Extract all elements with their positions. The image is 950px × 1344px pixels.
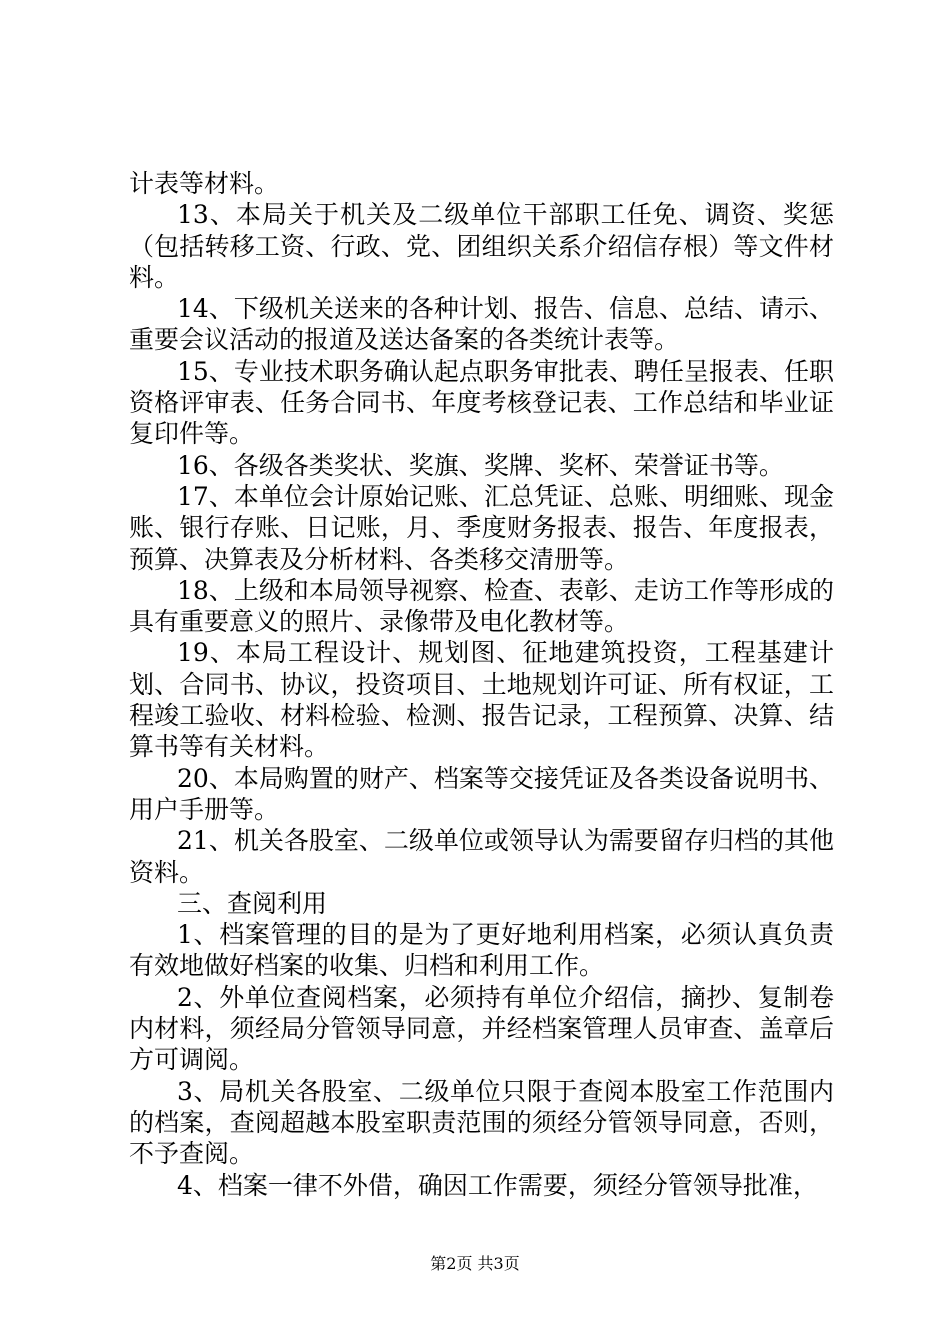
- paragraph-item-21: 21、机关各股室、二级单位或领导认为需要留存归档的其他资料。: [129, 826, 834, 887]
- paragraph-item-18: 18、上级和本局领导视察、检查、表彰、走访工作等形成的具有重要意义的照片、录像带及电化教材等。: [129, 575, 834, 637]
- paragraph-item-15: 15、专业技术职务确认起点职务审批表、聘任呈报表、任职资格评审表、任务合同书、年度考核登记表、工作总结和毕业证复印件等。: [129, 356, 834, 449]
- page-number-footer: 第2页 共3页: [430, 1254, 520, 1273]
- paragraph-continuation: 计表等材料。: [129, 169, 280, 198]
- document-body: [129, 168, 834, 1201]
- paragraph-item-14: 14、下级机关送来的各种计划、报告、信息、总结、请示、重要会议活动的报道及送达备案的各类统计表等。: [129, 294, 834, 355]
- paragraph-rule-4: 4、档案一律不外借，确因工作需要，须经分管领导批准，: [177, 1170, 818, 1200]
- paragraph-item-20: 20、本局购置的财产、档案等交接凭证及各类设备说明书、用户手册等。: [129, 763, 834, 824]
- paragraph-item-19: 19、本局工程设计、规划图、征地建筑投资，工程基建计划、合同书、协议，投资项目、土地规划许可证、所有权证，工程竣工验收、材料检验、检测、报告记录，工程预算、决算、结算书等有关材料。: [129, 638, 834, 762]
- section-heading: 三、查阅利用: [177, 888, 328, 918]
- paragraph-rule-1: 1、档案管理的目的是为了更好地利用档案，必须认真负责有效地做好档案的收集、归档和利用工作。: [129, 920, 834, 981]
- paragraph-rule-2: 2、外单位查阅档案，必须持有单位介绍信，摘抄、复制卷内材料，须经局分管领导同意，并经档案管理人员审查、盖章后方可调阅。: [129, 982, 834, 1075]
- paragraph-rule-3: 3、局机关各股室、二级单位只限于查阅本股室工作范围内的档案，查阅超越本股室职责范围的须经分管领导同意，否则，不予查阅。: [129, 1076, 834, 1169]
- paragraph-item-16: 16、各级各类奖状、奖旗、奖牌、奖杯、荣誉证书等。: [177, 450, 784, 480]
- paragraph-item-13: 13、本局关于机关及二级单位干部职工任免、调资、奖惩（包括转移工资、行政、党、团组织关系介绍信存根）等文件材料。: [129, 200, 834, 292]
- paragraph-item-17: 17、本单位会计原始记账、汇总凭证、总账、明细账、现金账、银行存账、日记账，月、季度财务报表、报告、年度报表，预算、决算表及分析材料、各类移交清册等。: [129, 481, 834, 574]
